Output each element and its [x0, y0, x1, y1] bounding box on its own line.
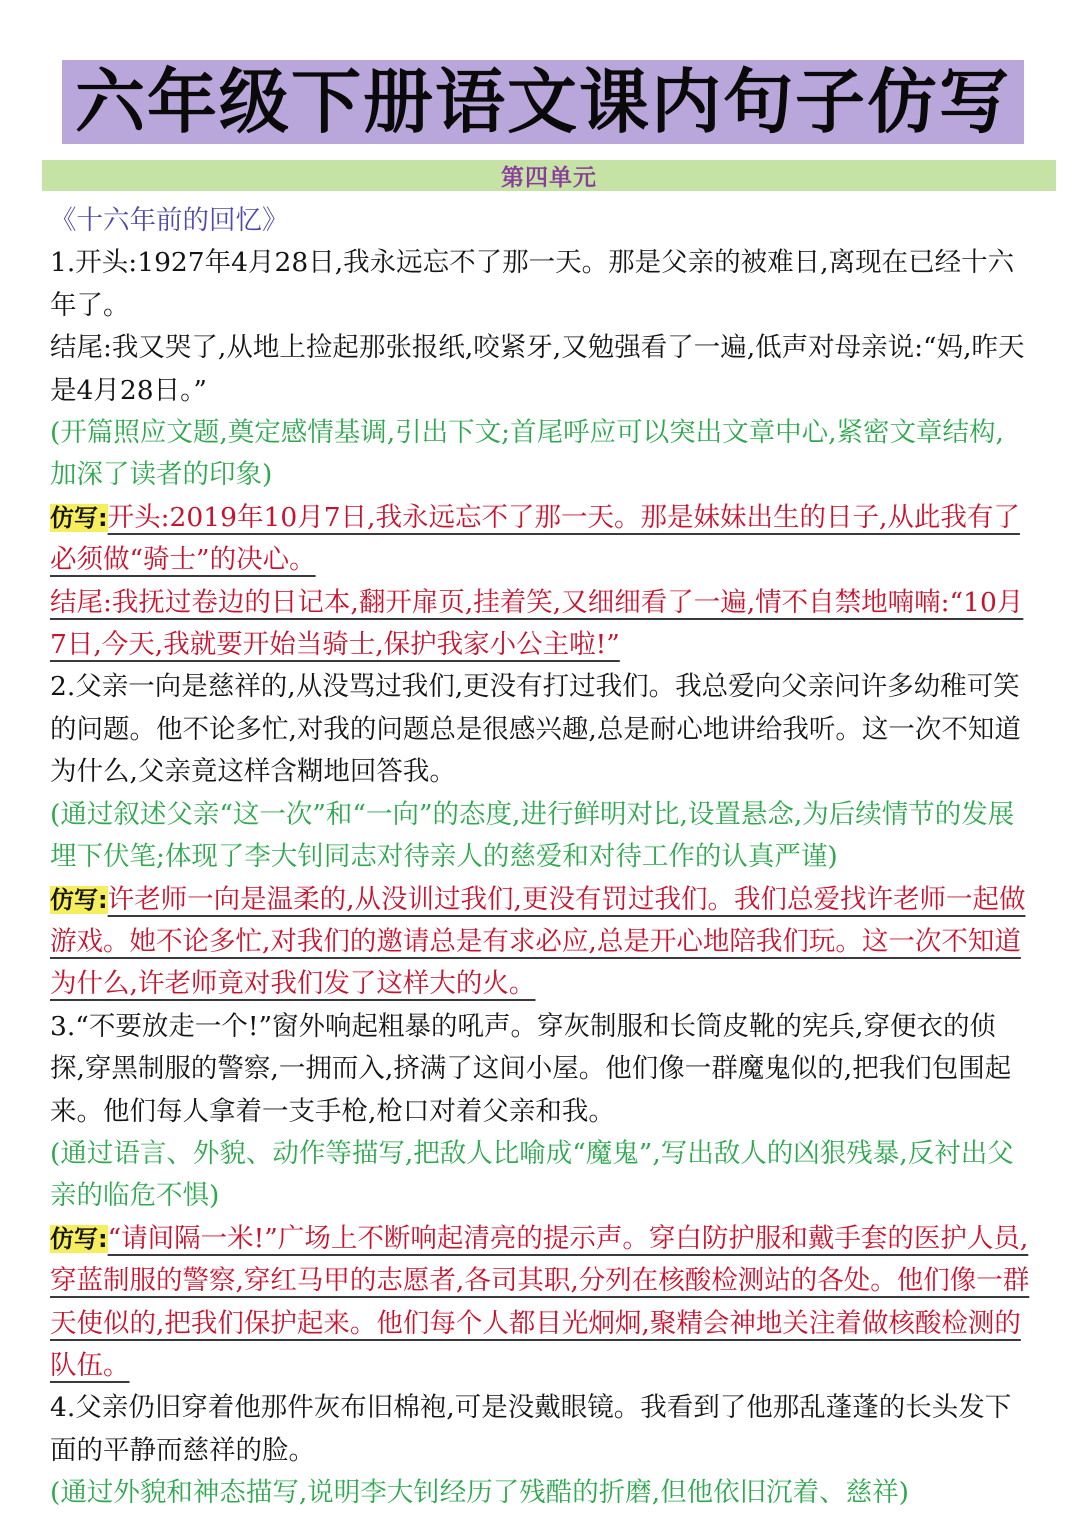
item-1-note: (开篇照应文题,奠定感情基调,引出下文;首尾呼应可以突出文章中心,紧密文章结构,加深了读者的印象): [50, 417, 1004, 491]
item-4-original: 4.父亲仍旧穿着他那件灰布旧棉袍,可是没戴眼镜。我看到了他那乱蓬蓬的长头发下面的平静而慈祥的脸。: [50, 1392, 1012, 1466]
item-2-original: 2.父亲一向是慈祥的,从没骂过我们,更没有打过我们。我总爱向父亲问许多幼稚可笑的问题。他不论多忙,对我的问题总是很感兴趣,总是耐心地讲给我听。这一次不知道为什么,父亲竟这样含糊地回答我。: [50, 671, 1021, 788]
imitation-text: “请间隔一米!”广场上不断响起清亮的提示声。穿白防护服和戴手套的医护人员,穿蓝制服的警察,穿红马甲的志愿者,各司其职,分列在核酸检测站的各处。他们像一群天使似的,把我们保护起来。他们每个人都目光炯炯,聚精会神地关注着做核酸检测的队伍。: [50, 1222, 1030, 1381]
item-1-imitation-opening: [50, 497, 1030, 582]
imitation-text: 许老师一向是温柔的,从没训过我们,更没有罚过我们。我们总爱找许老师一起做游戏。她不论多忙,对我们的邀请总是有求必应,总是开心地陪我们玩。这一次不知道为什么,许老师竟对我们发了这样大的火。: [50, 883, 1026, 1000]
imitate-tag: 仿写:: [50, 1224, 108, 1253]
unit-heading: 第四单元: [501, 165, 597, 191]
item-3-original: 3.“不要放走一个!”窗外响起粗暴的吼声。穿灰制服和长筒皮靴的宪兵,穿便衣的侦探,穿黑制服的警察,一拥而入,挤满了这间小屋。他们像一群魔鬼似的,把我们包围起来。他们每人拿着一支手枪,枪口对着父亲和我。: [50, 1010, 1012, 1127]
item-2-note: (通过叙述父亲“这一次”和“一向”的态度,进行鲜明对比,设置悬念,为后续情节的发展埋下伏笔;体现了李大钊同志对待亲人的慈爱和对待工作的认真严谨): [50, 798, 1015, 873]
item-2-imitation: [50, 879, 1030, 1006]
imitation-text: 结尾:我抚过卷边的日记本,翻开扉页,挂着笑,又细细看了一遍,情不自禁地喃喃:“10月7日,今天,我就要开始当骑士,保护我家小公主啦!”: [50, 586, 1024, 661]
imitate-tag: 仿写:: [50, 885, 108, 914]
lesson-title: 《十六年前的回忆》: [50, 205, 289, 236]
title-band: [62, 60, 1024, 144]
item-1-imitation-ending: [50, 582, 1030, 667]
item-1-original-opening: 1.开头:1927年4月28日,我永远忘不了那一天。那是父亲的被难日,离现在已经十六年了。: [50, 247, 1015, 321]
imitation-text: 开头:2019年10月7日,我永远忘不了那一天。那是妹妹出生的日子,从此我有了必须做“骑士”的决心。: [50, 501, 1020, 576]
unit-band: [42, 160, 1056, 191]
content: [50, 200, 1030, 1515]
item-3-note: (通过语言、外貌、动作等描写,把敌人比喻成“魔鬼”,写出敌人的凶狠残暴,反衬出父亲的临危不惧): [50, 1137, 1014, 1212]
page-title: 六年级下册语文课内句子仿写: [75, 61, 1011, 143]
imitate-tag: 仿写:: [50, 503, 108, 532]
item-1-original-ending: 结尾:我又哭了,从地上捡起那张报纸,咬紧牙,又勉强看了一遍,低声对母亲说:“妈,昨天是4月28日。”: [50, 332, 1025, 406]
item-3-imitation: [50, 1218, 1030, 1388]
item-4-note: (通过外貌和神态描写,说明李大钊经历了残酷的折磨,但他依旧沉着、慈祥): [50, 1477, 910, 1509]
